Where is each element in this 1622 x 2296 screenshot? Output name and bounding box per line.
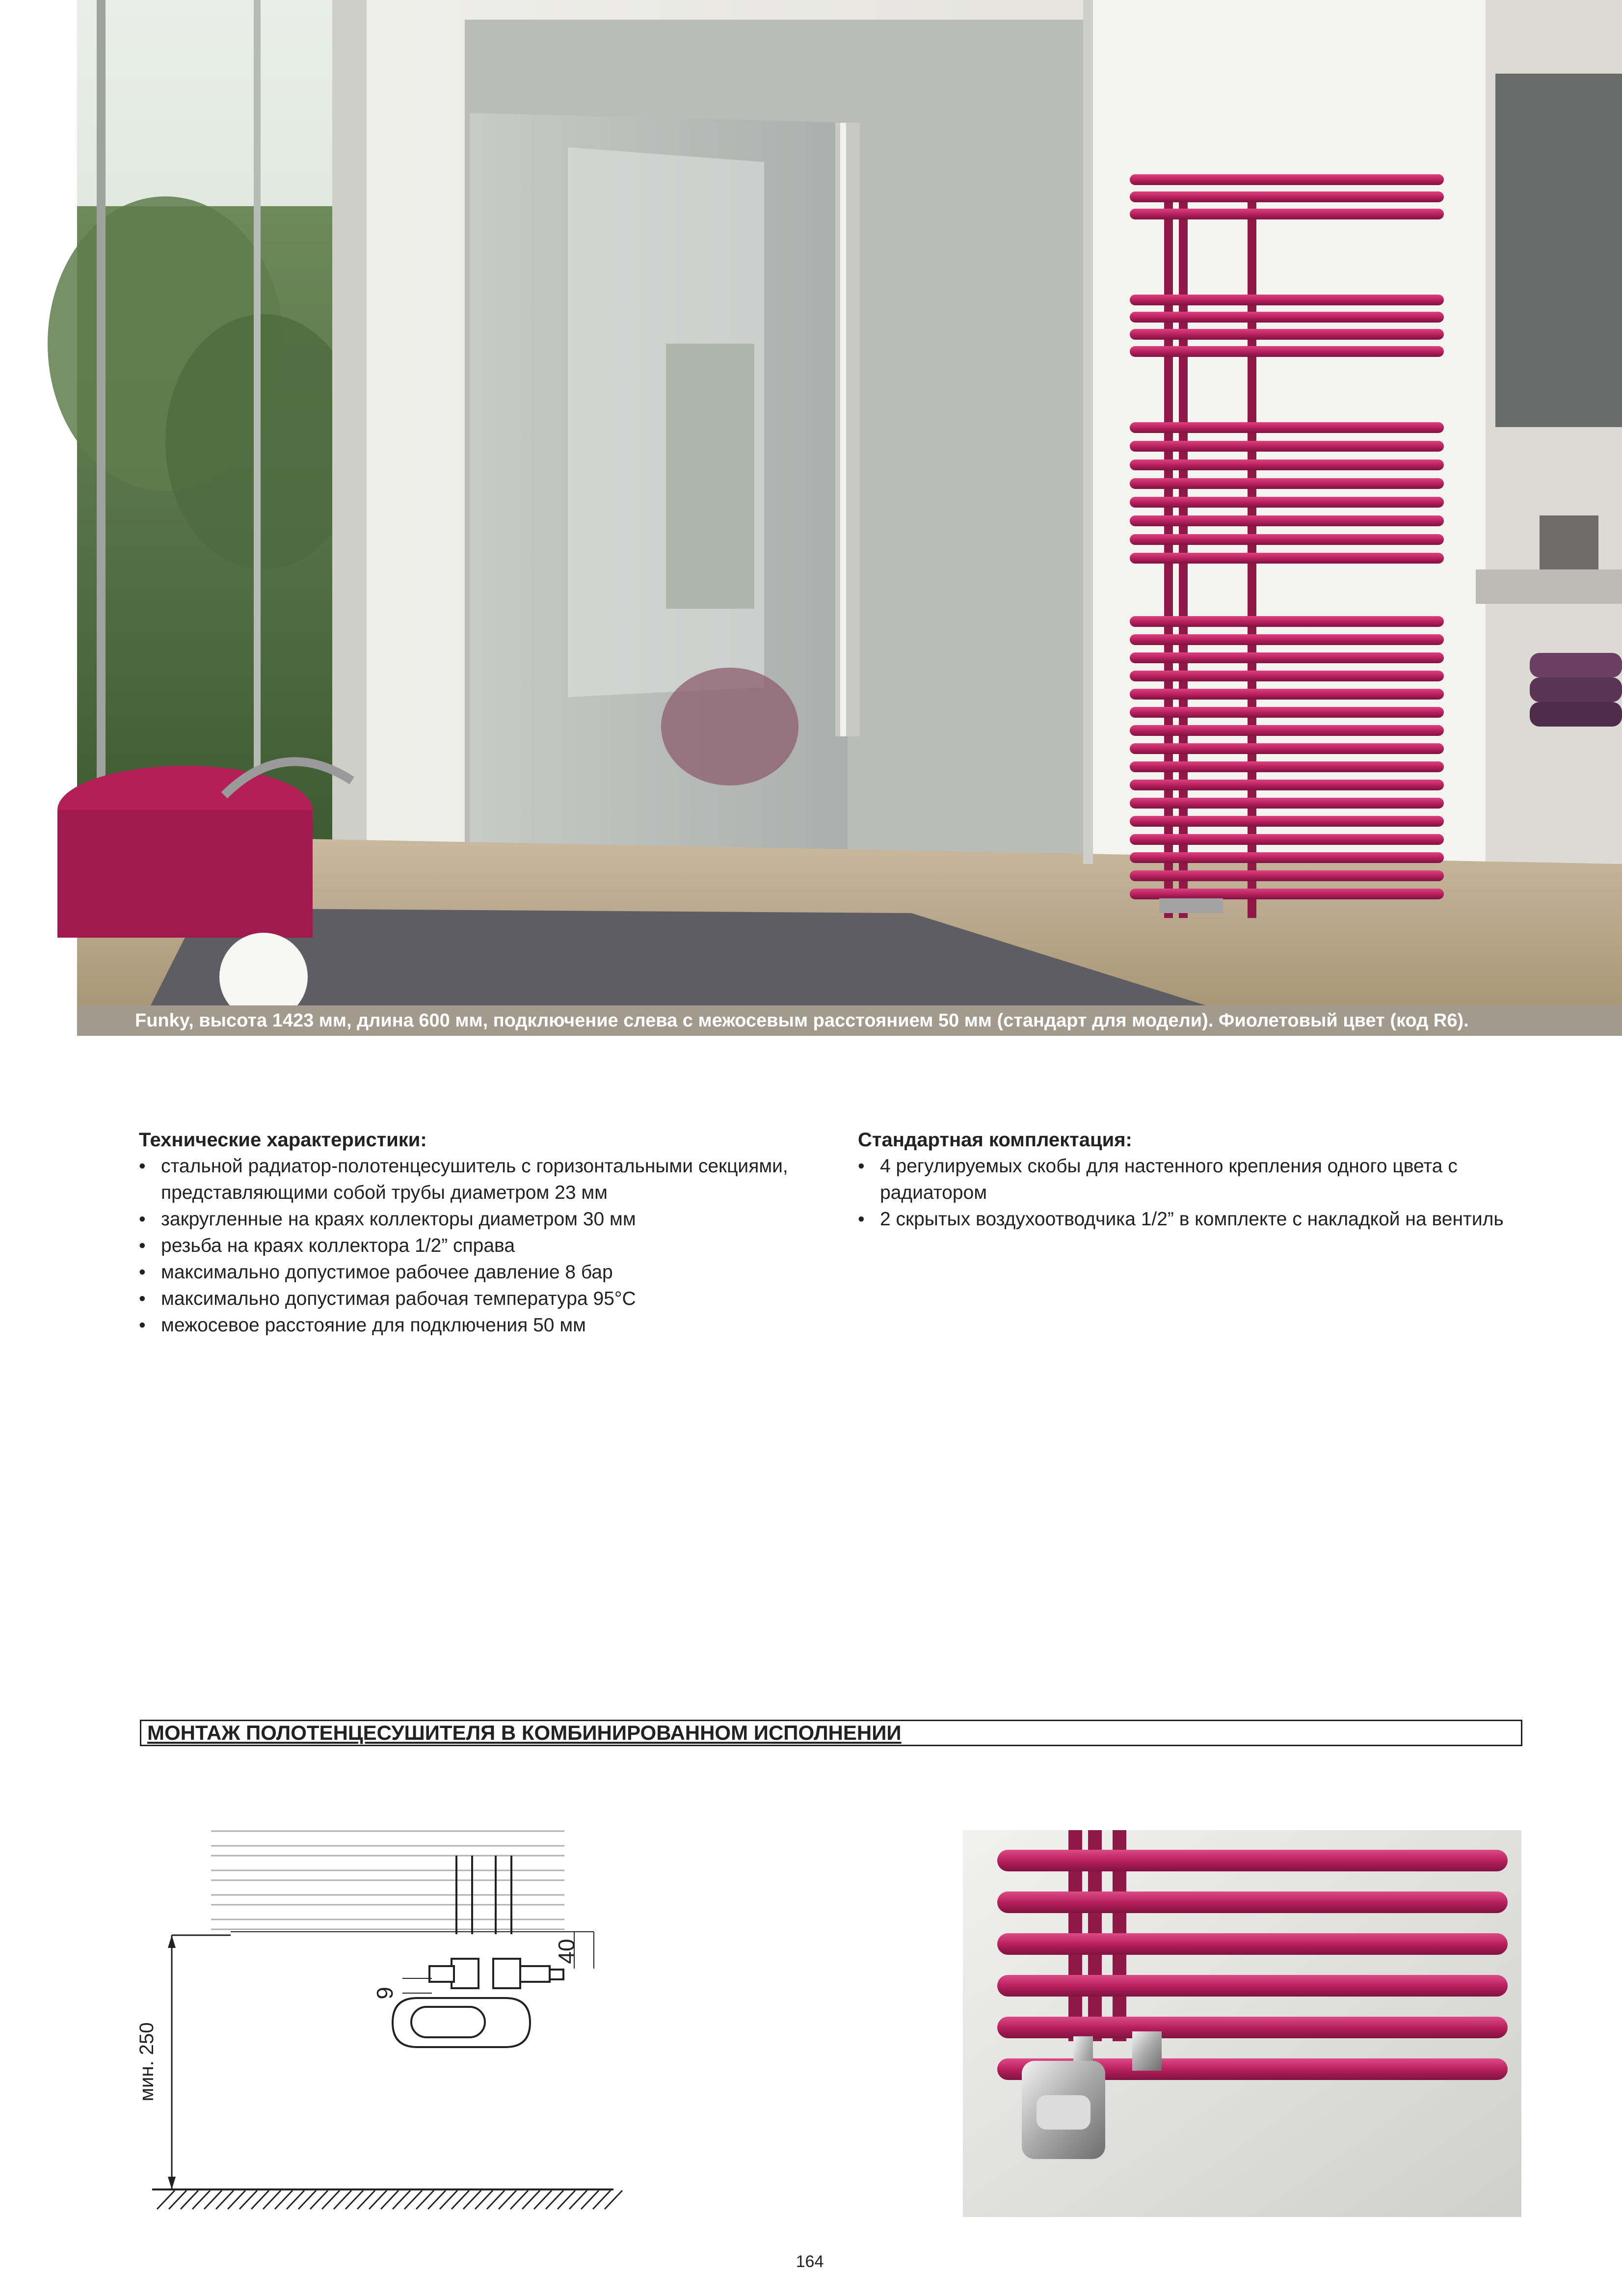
radiator-rail: [1130, 889, 1444, 899]
radiator-rail: [1130, 743, 1444, 754]
radiator-rail: [1130, 312, 1444, 323]
installation-diagram: [136, 1816, 633, 2239]
list-item: • закругленные на краях коллекторы диаметром 30 мм: [139, 1206, 836, 1233]
equipment-list: [858, 1153, 1555, 1233]
radiator-rail: [1130, 497, 1444, 508]
list-item: • резьба на краях коллектора 1/2” справа: [139, 1233, 836, 1259]
radiator-rail: [1130, 422, 1444, 433]
radiator-rail: [1130, 689, 1444, 700]
radiator-rail: [1130, 725, 1444, 736]
radiator-rail: [1130, 852, 1444, 863]
radiator-rail: [1130, 816, 1444, 827]
radiator-rail: [1130, 534, 1444, 545]
list-item: • максимально допустимая рабочая температура 95°С: [139, 1286, 836, 1312]
radiator-rail: [1130, 761, 1444, 772]
dim-9-label: 9: [372, 1987, 398, 1999]
radiator-rail: [1130, 459, 1444, 470]
radiator-rail: [1130, 780, 1444, 790]
radiator-rail: [1130, 553, 1444, 564]
radiator-rail: [1130, 209, 1444, 219]
radiator-rail: [1130, 798, 1444, 809]
radiator-rail: [1130, 870, 1444, 881]
radiator-rail: [1130, 295, 1444, 305]
radiator-rail: [997, 1933, 1508, 1955]
equipment-title: Стандартная комплектация:: [858, 1129, 1132, 1151]
section-title: МОНТАЖ ПОЛОТЕНЦЕСУШИТЕЛЯ В КОМБИНИРОВАННОМ ИСПОЛНЕНИИ: [147, 1721, 902, 1744]
radiator-rail: [997, 1975, 1508, 1997]
specs-list: [139, 1153, 836, 1339]
dim-min-label: мин. 250: [136, 2022, 158, 2102]
radiator-rail: [1130, 652, 1444, 663]
radiator-rail: [997, 2017, 1508, 2038]
dim-40-label: 40: [554, 1939, 579, 1964]
photo-caption: Funky, высота 1423 мм, длина 600 мм, подключение слева с межосевым расстоянием 50 мм (стандарт для модели). Фиолетовый цвет (код R6).: [77, 1005, 1622, 1036]
hero-photo: [77, 0, 1622, 1005]
equipment-section: [858, 1127, 1555, 1233]
list-item: • 4 регулируемых скобы для настенного крепления одного цвета с радиатором: [858, 1153, 1555, 1206]
radiator-rail: [1130, 707, 1444, 718]
radiator-rail: [1130, 634, 1444, 645]
radiator-rail: [1130, 834, 1444, 845]
specs-title: Технические характеристики:: [139, 1129, 427, 1151]
radiator-rail: [1130, 174, 1444, 185]
list-item: • максимально допустимое рабочее давление 8 бар: [139, 1259, 836, 1286]
radiator-rail: [1130, 478, 1444, 489]
radiator-rail: [1130, 515, 1444, 526]
list-item: • стальной радиатор-полотенцесушитель с горизонтальными секциями, представляющими собой трубы диаметром 23 мм: [139, 1153, 836, 1206]
radiator-rail: [1130, 191, 1444, 202]
list-item: • 2 скрытых воздухоотводчика 1/2” в комплекте с накладкой на вентиль: [858, 1206, 1555, 1233]
section-header: [140, 1720, 1522, 1746]
list-item: • межосевое расстояние для подключения 50 мм: [139, 1312, 836, 1339]
page-number: 164: [796, 2252, 824, 2271]
radiator-rail: [1130, 671, 1444, 681]
radiator-rail: [1130, 616, 1444, 627]
radiator-rail: [997, 1850, 1508, 1871]
radiator-rail: [1130, 441, 1444, 452]
specs-section: [139, 1127, 836, 1339]
radiator-rail: [1130, 329, 1444, 340]
radiator-rail: [1130, 346, 1444, 357]
valve-detail-photo: [963, 1830, 1521, 2217]
radiator-rail: [997, 1891, 1508, 1913]
